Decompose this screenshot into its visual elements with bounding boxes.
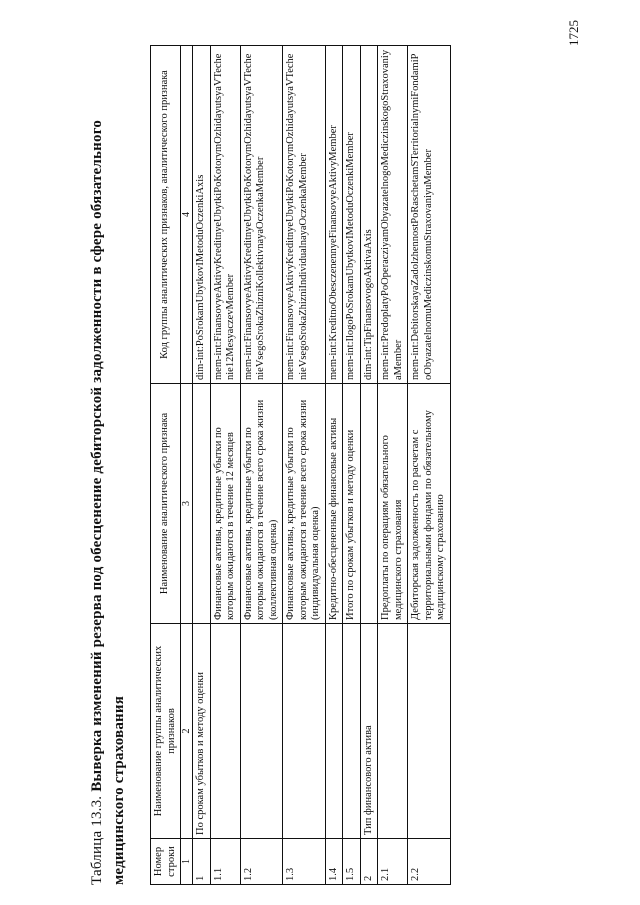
row-number: 1.3: [283, 839, 326, 885]
row-code: mem-int:PredoplatyPoOperacziyamObyazatelnogoMediczinskogoStraxovaniyaMember: [378, 46, 408, 384]
page-number: 1725: [566, 20, 581, 46]
table-row: [325, 46, 343, 885]
row-name: Дебиторская задолженность по расчетам с территориальными фондами по обязательному медицинскому страхованию: [408, 384, 451, 624]
row-number: 1: [193, 839, 211, 885]
table-row: [210, 46, 240, 885]
table-caption: [86, 25, 130, 885]
table-row: [343, 46, 361, 885]
row-number: 1.4: [325, 839, 343, 885]
row-code: mem-int:FinansovyeAktivyKreditnyeUbytkiPoKotorymOzhidayutsyaVTechenieVsegoSrokaZhizniIndividualnayaOczenkaMember: [283, 46, 326, 384]
column-number-row: [181, 46, 193, 885]
row-number: 2.1: [378, 839, 408, 885]
row-code: dim-int:TipFinansovogoAktivaAxis: [360, 46, 378, 384]
row-group: [325, 624, 343, 839]
caption-title: Выверка изменений резерва под обесценение дебиторской задолженности в сфере обязательного медицинского страхования: [89, 119, 127, 885]
row-number: 1.2: [240, 839, 283, 885]
table-header-row: [151, 46, 181, 885]
reconciliation-table: [150, 45, 451, 885]
row-group: [283, 624, 326, 839]
row-group: [240, 624, 283, 839]
row-code: mem-int:DebitorskayaZadolzhennostPoRaschetamSTerritorialnymiFondamiPoObyazatelnomuMediczinskomuStraxovaniyuMember: [408, 46, 451, 384]
table-row: [240, 46, 283, 885]
table-row: [360, 46, 378, 885]
table-row: [283, 46, 326, 885]
row-name: [360, 384, 378, 624]
row-code: dim-int:PoSrokamUbytkovIMetoduOczenkiAxis: [193, 46, 211, 384]
row-code: mem-int:FinansovyeAktivyKreditnyeUbytkiPoKotorymOzhidayutsyaVTechenieVsegoSrokaZhizniKollektivnayaOczenkaMember: [240, 46, 283, 384]
column-number: 2: [181, 624, 193, 839]
row-number: 2: [360, 839, 378, 885]
row-group: [378, 624, 408, 839]
table-row: [408, 46, 451, 885]
caption-prefix: Таблица 13.3.: [89, 795, 105, 885]
header-row-number: Номер строки: [151, 839, 181, 885]
column-number: 3: [181, 384, 193, 624]
row-code: mem-int:IlogoPoSrokamUbytkovIMetoduOczenkiMember: [343, 46, 361, 384]
row-name: Итого по срокам убытков и методу оценки: [343, 384, 361, 624]
row-group: По срокам убытков и методу оценки: [193, 624, 211, 839]
row-name: Кредитно-обесцененные финансовые активы: [325, 384, 343, 624]
row-name: [193, 384, 211, 624]
row-number: 2.2: [408, 839, 451, 885]
row-name: Финансовые активы, кредитные убытки по которым ожидаются в течение 12 месяцев: [210, 384, 240, 624]
header-group-name: Наименование группы аналитических признаков: [151, 624, 181, 839]
row-name: Финансовые активы, кредитные убытки по которым ожидаются в течение всего срока жизни (коллективная оценка): [240, 384, 283, 624]
table-row: [378, 46, 408, 885]
table-row: [193, 46, 211, 885]
row-number: 1.5: [343, 839, 361, 885]
row-name: Финансовые активы, кредитные убытки по которым ожидаются в течение всего срока жизни (индивидуальная оценка): [283, 384, 326, 624]
row-group: [408, 624, 451, 839]
row-group: Тип финансового актива: [360, 624, 378, 839]
row-group: [343, 624, 361, 839]
header-feature-name: Наименование аналитического признака: [151, 384, 181, 624]
column-number: 4: [181, 46, 193, 384]
column-number: 1: [181, 839, 193, 885]
row-group: [210, 624, 240, 839]
row-name: Предоплаты по операциям обязательного медицинского страхования: [378, 384, 408, 624]
row-code: mem-int:KreditnoObesczenennyeFinansovyeAktivyMember: [325, 46, 343, 384]
row-code: mem-int:FinansovyeAktivyKreditnyeUbytkiPoKotorymOzhidayutsyaVTechenie12MesyaczevMember: [210, 46, 240, 384]
row-number: 1.1: [210, 839, 240, 885]
header-code: Код группы аналитических признаков, аналитического признака: [151, 46, 181, 384]
